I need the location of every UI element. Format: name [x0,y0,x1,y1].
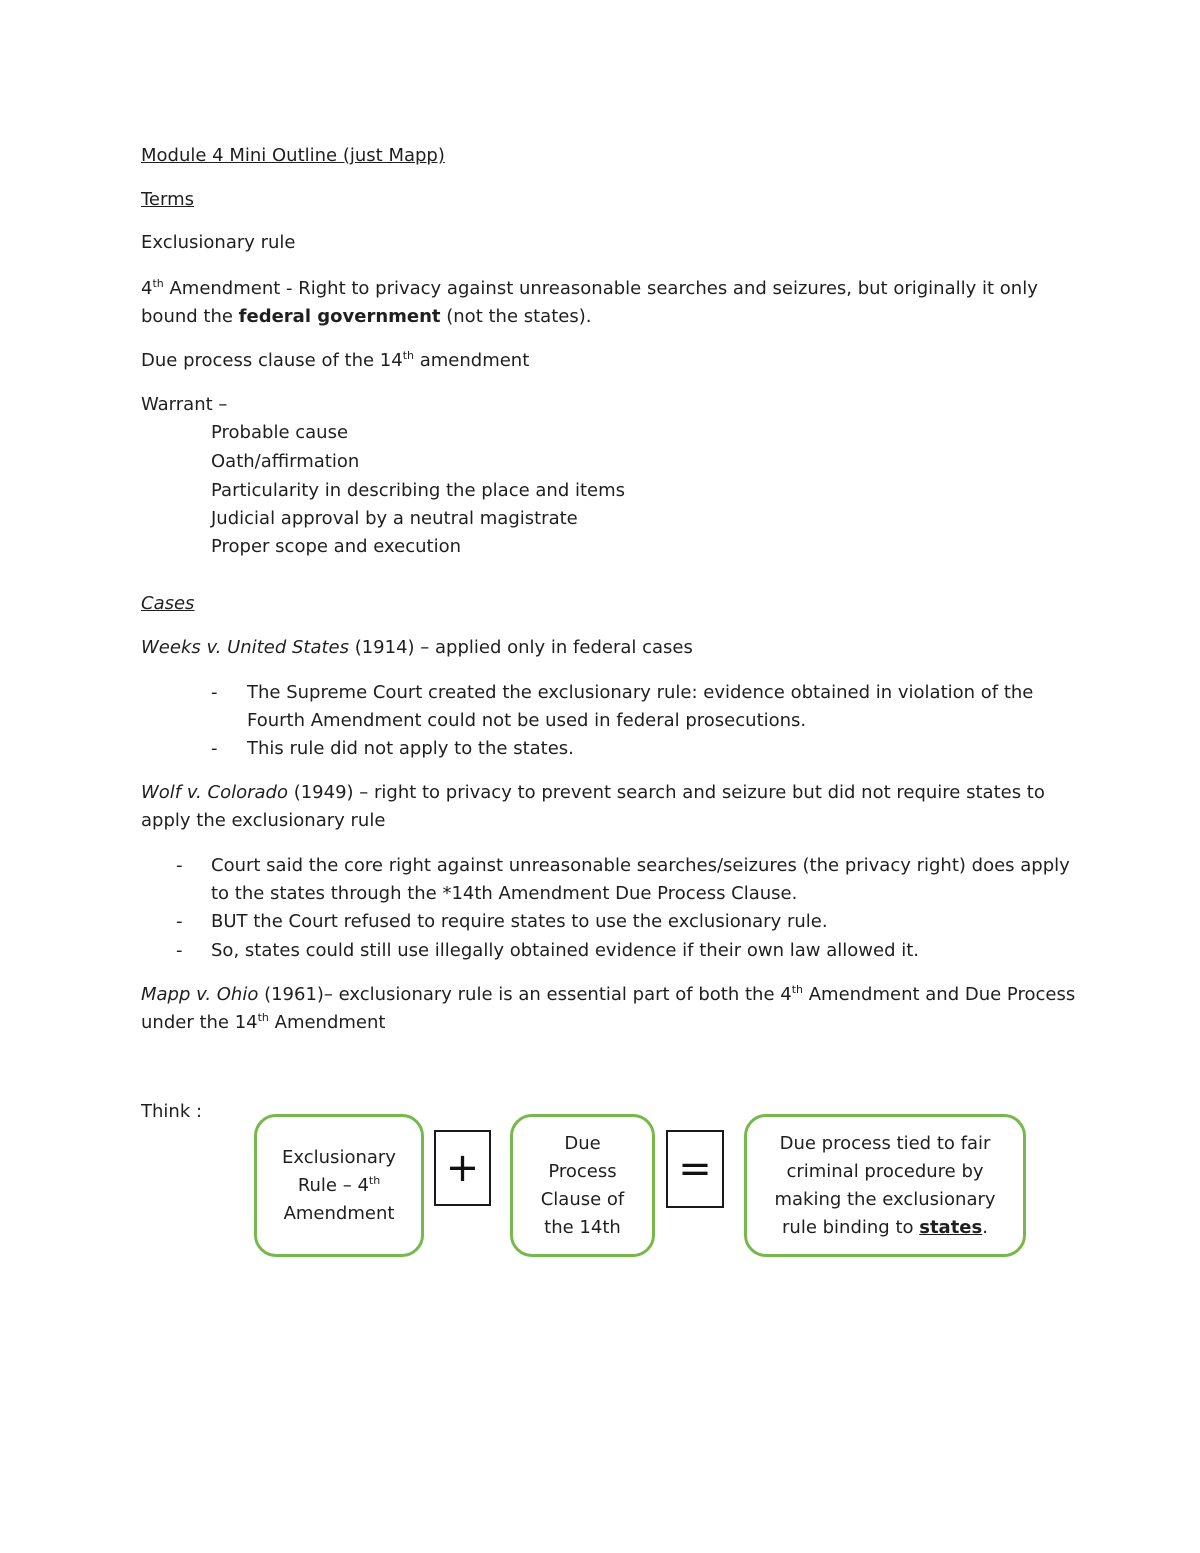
wolf-bullet-1 [176,852,1070,880]
box3-line-pre: rule binding to [782,1216,920,1238]
wolf-bullet-text: BUT the Court refused to require states to use the exclusionary rule. [211,911,828,932]
fourth-text-a: Amendment - Right to privacy against unreasonable searches and seizures, but originally it only [163,278,1038,299]
cases-heading: Cases [141,593,195,614]
due-process-term [141,347,529,375]
box3-line: making the exclusionary [774,1188,996,1210]
fourth-num: 4 [141,278,153,299]
weeks-case-heading [141,634,693,662]
wolf-case-summary-cont: apply the exclusionary rule [141,810,386,831]
term-exclusionary-rule: Exclusionary rule [141,232,296,253]
weeks-case-summary: (1914) – applied only in federal cases [348,637,693,658]
mapp-case-name: Mapp v. Ohio [141,984,259,1005]
box3-line-post: . [982,1216,988,1238]
due-process-box [510,1114,655,1257]
plus-operator: + [434,1130,491,1206]
page-title: Module 4 Mini Outline (just Mapp) [141,145,445,166]
think-label: Think : [141,1101,203,1122]
due-process-sup: th [402,349,414,362]
box2-line: the 14th [544,1216,621,1238]
due-process-pre: Due process clause of the 14 [141,350,403,371]
mapp-line2-post: Amendment [268,1012,386,1033]
weeks-bullet-1-cont: Fourth Amendment could not be used in federal prosecutions. [247,710,807,731]
weeks-bullet-2 [211,735,574,763]
warrant-item: Probable cause [211,422,349,443]
weeks-bullet-1 [211,679,1033,707]
states-bold: states [919,1216,983,1238]
wolf-case-name: Wolf v. Colorado [141,782,288,803]
bullet-dash: - [211,738,218,759]
fourth-amendment-line-2 [141,303,591,331]
box3-line: criminal procedure by [786,1160,984,1182]
box2-line: Clause of [540,1188,625,1210]
box1-line [282,1172,396,1200]
mapp-case-line-2 [141,1009,385,1037]
warrant-item: Particularity in describing the place and items [211,480,626,501]
result-box [744,1114,1026,1257]
box2-line: Due [564,1132,601,1154]
mapp-case-heading [141,981,1075,1009]
weeks-case-name: Weeks v. United States [141,637,349,658]
wolf-bullet-3 [176,937,919,965]
exclusionary-rule-box [254,1114,424,1257]
bullet-dash: - [176,911,183,932]
wolf-bullet-text: Court said the core right against unreasonable searches/seizures (the privacy right) does apply [211,855,1070,876]
box1-sup: th [368,1173,381,1187]
box1-line-text: Rule – 4 [297,1174,369,1196]
fourth-amendment-line-1 [141,275,1038,303]
wolf-bullet-1-cont: to the states through the *14th Amendment Due Process Clause. [211,883,798,904]
mapp-sup-1: th [791,983,803,996]
federal-government-bold: federal government [238,306,441,327]
bullet-dash: - [176,940,183,961]
weeks-bullet-text: This rule did not apply to the states. [247,738,574,759]
warrant-item: Oath/affirmation [211,451,360,472]
warrant-item: Proper scope and execution [211,536,461,557]
bullet-dash: - [211,682,218,703]
box1-line: Exclusionary [282,1146,396,1168]
weeks-bullet-text: The Supreme Court created the exclusionary rule: evidence obtained in violation of the [247,682,1034,703]
wolf-bullet-2 [176,908,828,936]
box3-line [774,1214,995,1242]
terms-heading: Terms [141,189,195,210]
box2-line: Process [548,1160,617,1182]
mapp-summary-pre: (1961)– exclusionary rule is an essential part of both the 4 [258,984,792,1005]
fourth-sup: th [152,277,164,290]
warrant-item: Judicial approval by a neutral magistrate [211,508,578,529]
wolf-case-heading [141,779,1045,807]
mapp-summary-post: Amendment and Due Process [803,984,1076,1005]
bullet-dash: - [176,855,183,876]
mapp-line2-pre: under the 14 [141,1012,258,1033]
equals-operator: = [666,1130,724,1208]
wolf-case-summary: (1949) – right to privacy to prevent search and seizure but did not require states to [287,782,1045,803]
wolf-bullet-text: So, states could still use illegally obtained evidence if their own law allowed it. [211,940,920,961]
mapp-sup-2: th [257,1011,269,1024]
due-process-post: amendment [414,350,530,371]
box1-line: Amendment [283,1202,395,1224]
fourth-text-b-post: (not the states). [440,306,592,327]
fourth-text-b-pre: bound the [141,306,239,327]
warrant-label: Warrant – [141,394,228,415]
box3-line: Due process tied to fair [779,1132,991,1154]
